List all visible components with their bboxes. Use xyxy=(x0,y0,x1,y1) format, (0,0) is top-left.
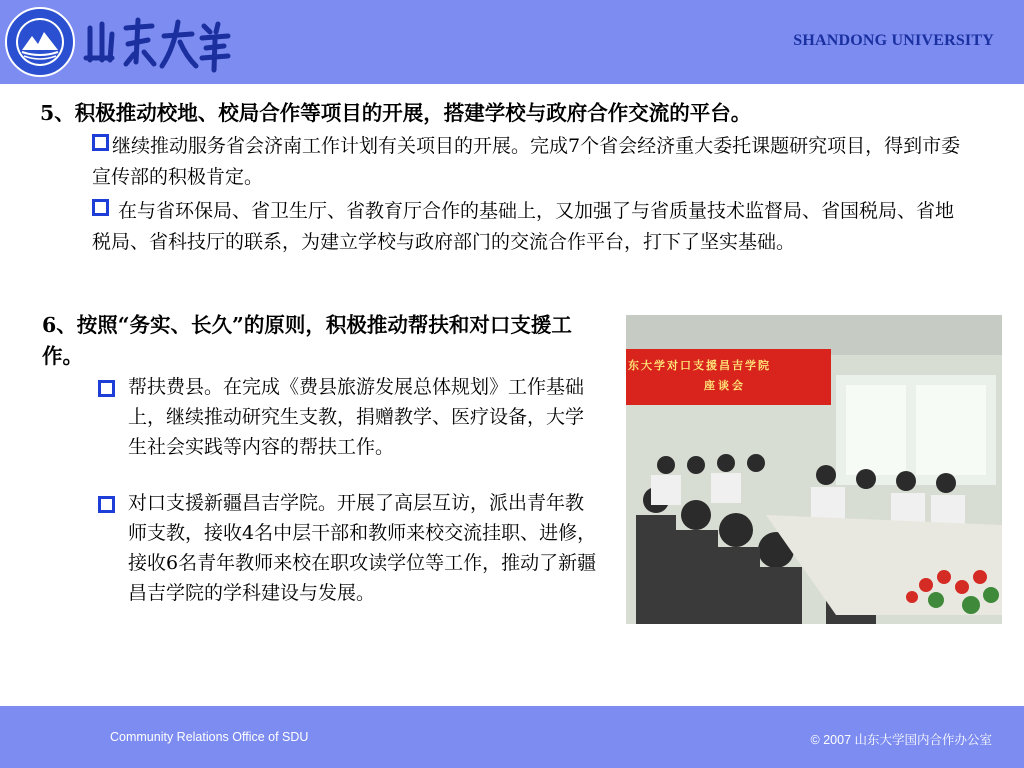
section-6-bullet xyxy=(98,488,598,608)
university-name: SHANDONG UNIVERSITY xyxy=(793,32,994,49)
banner-subtitle: 座谈会 xyxy=(704,379,746,392)
square-bullet-icon xyxy=(92,199,109,216)
meeting-photo xyxy=(626,315,1002,624)
square-bullet-icon xyxy=(92,134,109,151)
section-6-bullet xyxy=(98,372,598,462)
header-band xyxy=(0,0,1024,84)
bullet-text: 在与省环保局、省卫生厅、省教育厅合作的基础上，又加强了与省质量技术监督局、省国税局、省地税局、省科技厅的联系，为建立学校与政府部门的交流合作平台，打下了坚实基础。 xyxy=(92,200,955,253)
bullet-text: 帮扶费县。在完成《费县旅游发展总体规划》工作基础上，继续推动研究生支教，捐赠教学、医疗设备，大学生社会实践等内容的帮扶工作。 xyxy=(128,376,585,458)
bullet-text: 对口支援新疆昌吉学院。开展了高层互访，派出青年教师支教，接收4名中层干部和教师来校交流挂职、进修，接收6名青年教师来校在职攻读学位等工作，推动了新疆昌吉学院的学科建设与发展。 xyxy=(128,492,597,604)
footer-copyright: © 2007 山东大学国内合作办公室 xyxy=(810,733,992,747)
square-bullet-icon xyxy=(98,496,115,513)
section-6-title: 6、按照“务实、长久”的原则，积极推动帮扶和对口支援工作。 xyxy=(42,313,572,368)
bullet-text: 继续推动服务省会济南工作计划有关项目的开展。完成7个省会经济重大委托课题研究项目，得到市委宣传部的积极肯定。 xyxy=(92,135,961,188)
square-bullet-icon xyxy=(98,380,115,397)
section-5-bullet xyxy=(92,131,972,193)
section-5-title: 5、积极推动校地、校局合作等项目的开展，搭建学校与政府合作交流的平台。 xyxy=(40,101,752,125)
university-seal-logo xyxy=(4,6,76,78)
footer-office-name: Community Relations Office of SDU xyxy=(110,730,309,744)
footer-band xyxy=(0,706,1024,768)
banner-title: 东大学对口支援昌吉学院 xyxy=(628,359,771,372)
section-5-bullet xyxy=(92,196,972,258)
calligraphy-logo xyxy=(82,14,232,74)
